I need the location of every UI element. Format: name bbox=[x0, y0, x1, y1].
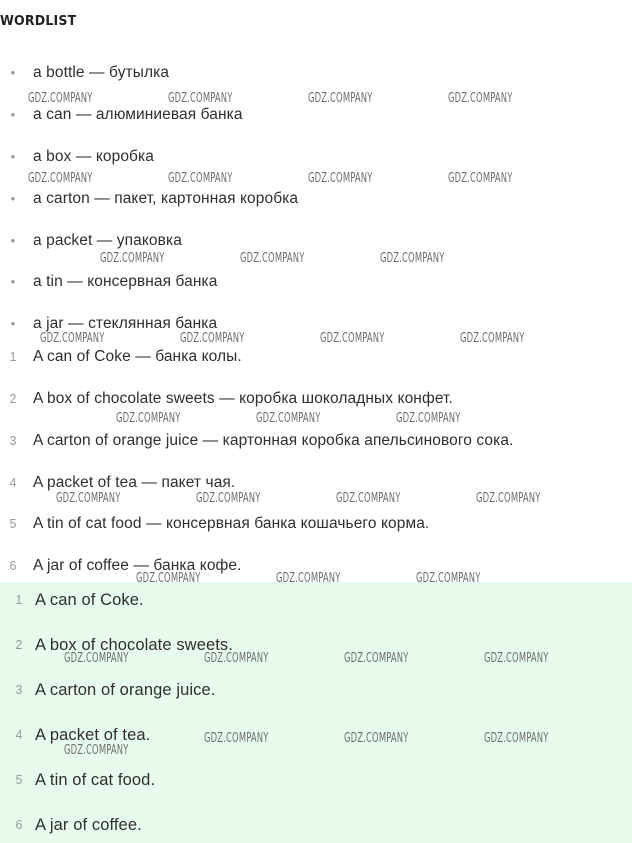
translation-text: A tin of cat food — консервная банка кошачьего корма. bbox=[33, 515, 430, 532]
watermark: GDZ.COMPANY bbox=[308, 171, 373, 186]
item-number: 4 bbox=[15, 728, 23, 742]
watermark: GDZ.COMPANY bbox=[168, 91, 233, 106]
watermark: GDZ.COMPANY bbox=[100, 251, 165, 266]
watermark: GDZ.COMPANY bbox=[64, 651, 129, 666]
watermark: GDZ.COMPANY bbox=[336, 491, 401, 506]
item-number: 6 bbox=[15, 818, 23, 832]
watermark: GDZ.COMPANY bbox=[448, 91, 513, 106]
watermark: GDZ.COMPANY bbox=[196, 491, 261, 506]
watermark: GDZ.COMPANY bbox=[204, 651, 269, 666]
answer-text: A jar of coffee. bbox=[35, 816, 142, 834]
answer-text: A carton of orange juice. bbox=[35, 681, 216, 699]
bullet-marker: • bbox=[10, 149, 16, 164]
watermark: GDZ.COMPANY bbox=[344, 731, 409, 746]
watermark: GDZ.COMPANY bbox=[116, 411, 181, 426]
wordlist-item-text: a jar — стеклянная банка bbox=[33, 315, 218, 332]
watermark: GDZ.COMPANY bbox=[484, 731, 549, 746]
watermark: GDZ.COMPANY bbox=[180, 331, 245, 346]
watermark: GDZ.COMPANY bbox=[320, 331, 385, 346]
watermark: GDZ.COMPANY bbox=[380, 251, 445, 266]
item-number: 5 bbox=[9, 517, 17, 531]
translation-text: A jar of coffee — банка кофе. bbox=[33, 557, 242, 574]
watermark: GDZ.COMPANY bbox=[136, 571, 201, 586]
wordlist-item-text: a tin — консервная банка bbox=[33, 273, 218, 290]
item-number: 1 bbox=[15, 593, 23, 607]
watermark: GDZ.COMPANY bbox=[64, 743, 129, 758]
bullet-marker: • bbox=[10, 65, 16, 80]
item-number: 1 bbox=[9, 350, 17, 364]
watermark: GDZ.COMPANY bbox=[240, 251, 305, 266]
translation-text: A can of Coke — банка колы. bbox=[33, 348, 242, 365]
watermark: GDZ.COMPANY bbox=[28, 91, 93, 106]
wordlist-item-text: a carton — пакет, картонная коробка bbox=[33, 190, 299, 207]
bullet-marker: • bbox=[10, 233, 16, 248]
wordlist-item-text: a can — алюминиевая банка bbox=[33, 106, 243, 123]
wordlist-item-text: a box — коробка bbox=[33, 148, 154, 165]
item-number: 6 bbox=[9, 559, 17, 573]
item-number: 2 bbox=[15, 638, 23, 652]
bullet-marker: • bbox=[10, 316, 16, 331]
item-number: 5 bbox=[15, 773, 23, 787]
watermark: GDZ.COMPANY bbox=[396, 411, 461, 426]
answer-text: A packet of tea. bbox=[35, 726, 151, 744]
answer-text: A can of Coke. bbox=[35, 591, 144, 609]
watermark: GDZ.COMPANY bbox=[476, 491, 541, 506]
watermark: GDZ.COMPANY bbox=[344, 651, 409, 666]
watermark: GDZ.COMPANY bbox=[460, 331, 525, 346]
watermark: GDZ.COMPANY bbox=[40, 331, 105, 346]
translation-text: A carton of orange juice — картонная коробка апельсинового сока. bbox=[33, 432, 514, 449]
watermark: GDZ.COMPANY bbox=[416, 571, 481, 586]
translation-text: A packet of tea — пакет чая. bbox=[33, 474, 236, 491]
item-number: 3 bbox=[15, 683, 23, 697]
bullet-marker: • bbox=[10, 274, 16, 289]
watermark: GDZ.COMPANY bbox=[276, 571, 341, 586]
item-number: 4 bbox=[9, 476, 17, 490]
answer-block bbox=[0, 582, 632, 843]
bullet-marker: • bbox=[10, 107, 16, 122]
watermark: GDZ.COMPANY bbox=[256, 411, 321, 426]
bullet-marker: • bbox=[10, 191, 16, 206]
translation-text: A box of chocolate sweets — коробка шоколадных конфет. bbox=[33, 390, 453, 407]
watermark: GDZ.COMPANY bbox=[28, 171, 93, 186]
watermark: GDZ.COMPANY bbox=[448, 171, 513, 186]
answer-text: A tin of cat food. bbox=[35, 771, 156, 789]
watermark: GDZ.COMPANY bbox=[204, 731, 269, 746]
item-number: 2 bbox=[9, 392, 17, 406]
answer-text: A box of chocolate sweets. bbox=[35, 636, 233, 654]
watermark: GDZ.COMPANY bbox=[56, 491, 121, 506]
watermark: GDZ.COMPANY bbox=[308, 91, 373, 106]
item-number: 3 bbox=[9, 434, 17, 448]
wordlist-heading: WORDLIST bbox=[0, 13, 77, 29]
wordlist-item-text: a bottle — бутылка bbox=[33, 64, 170, 81]
watermark: GDZ.COMPANY bbox=[168, 171, 233, 186]
wordlist-item-text: a packet — упаковка bbox=[33, 232, 182, 249]
watermark: GDZ.COMPANY bbox=[484, 651, 549, 666]
